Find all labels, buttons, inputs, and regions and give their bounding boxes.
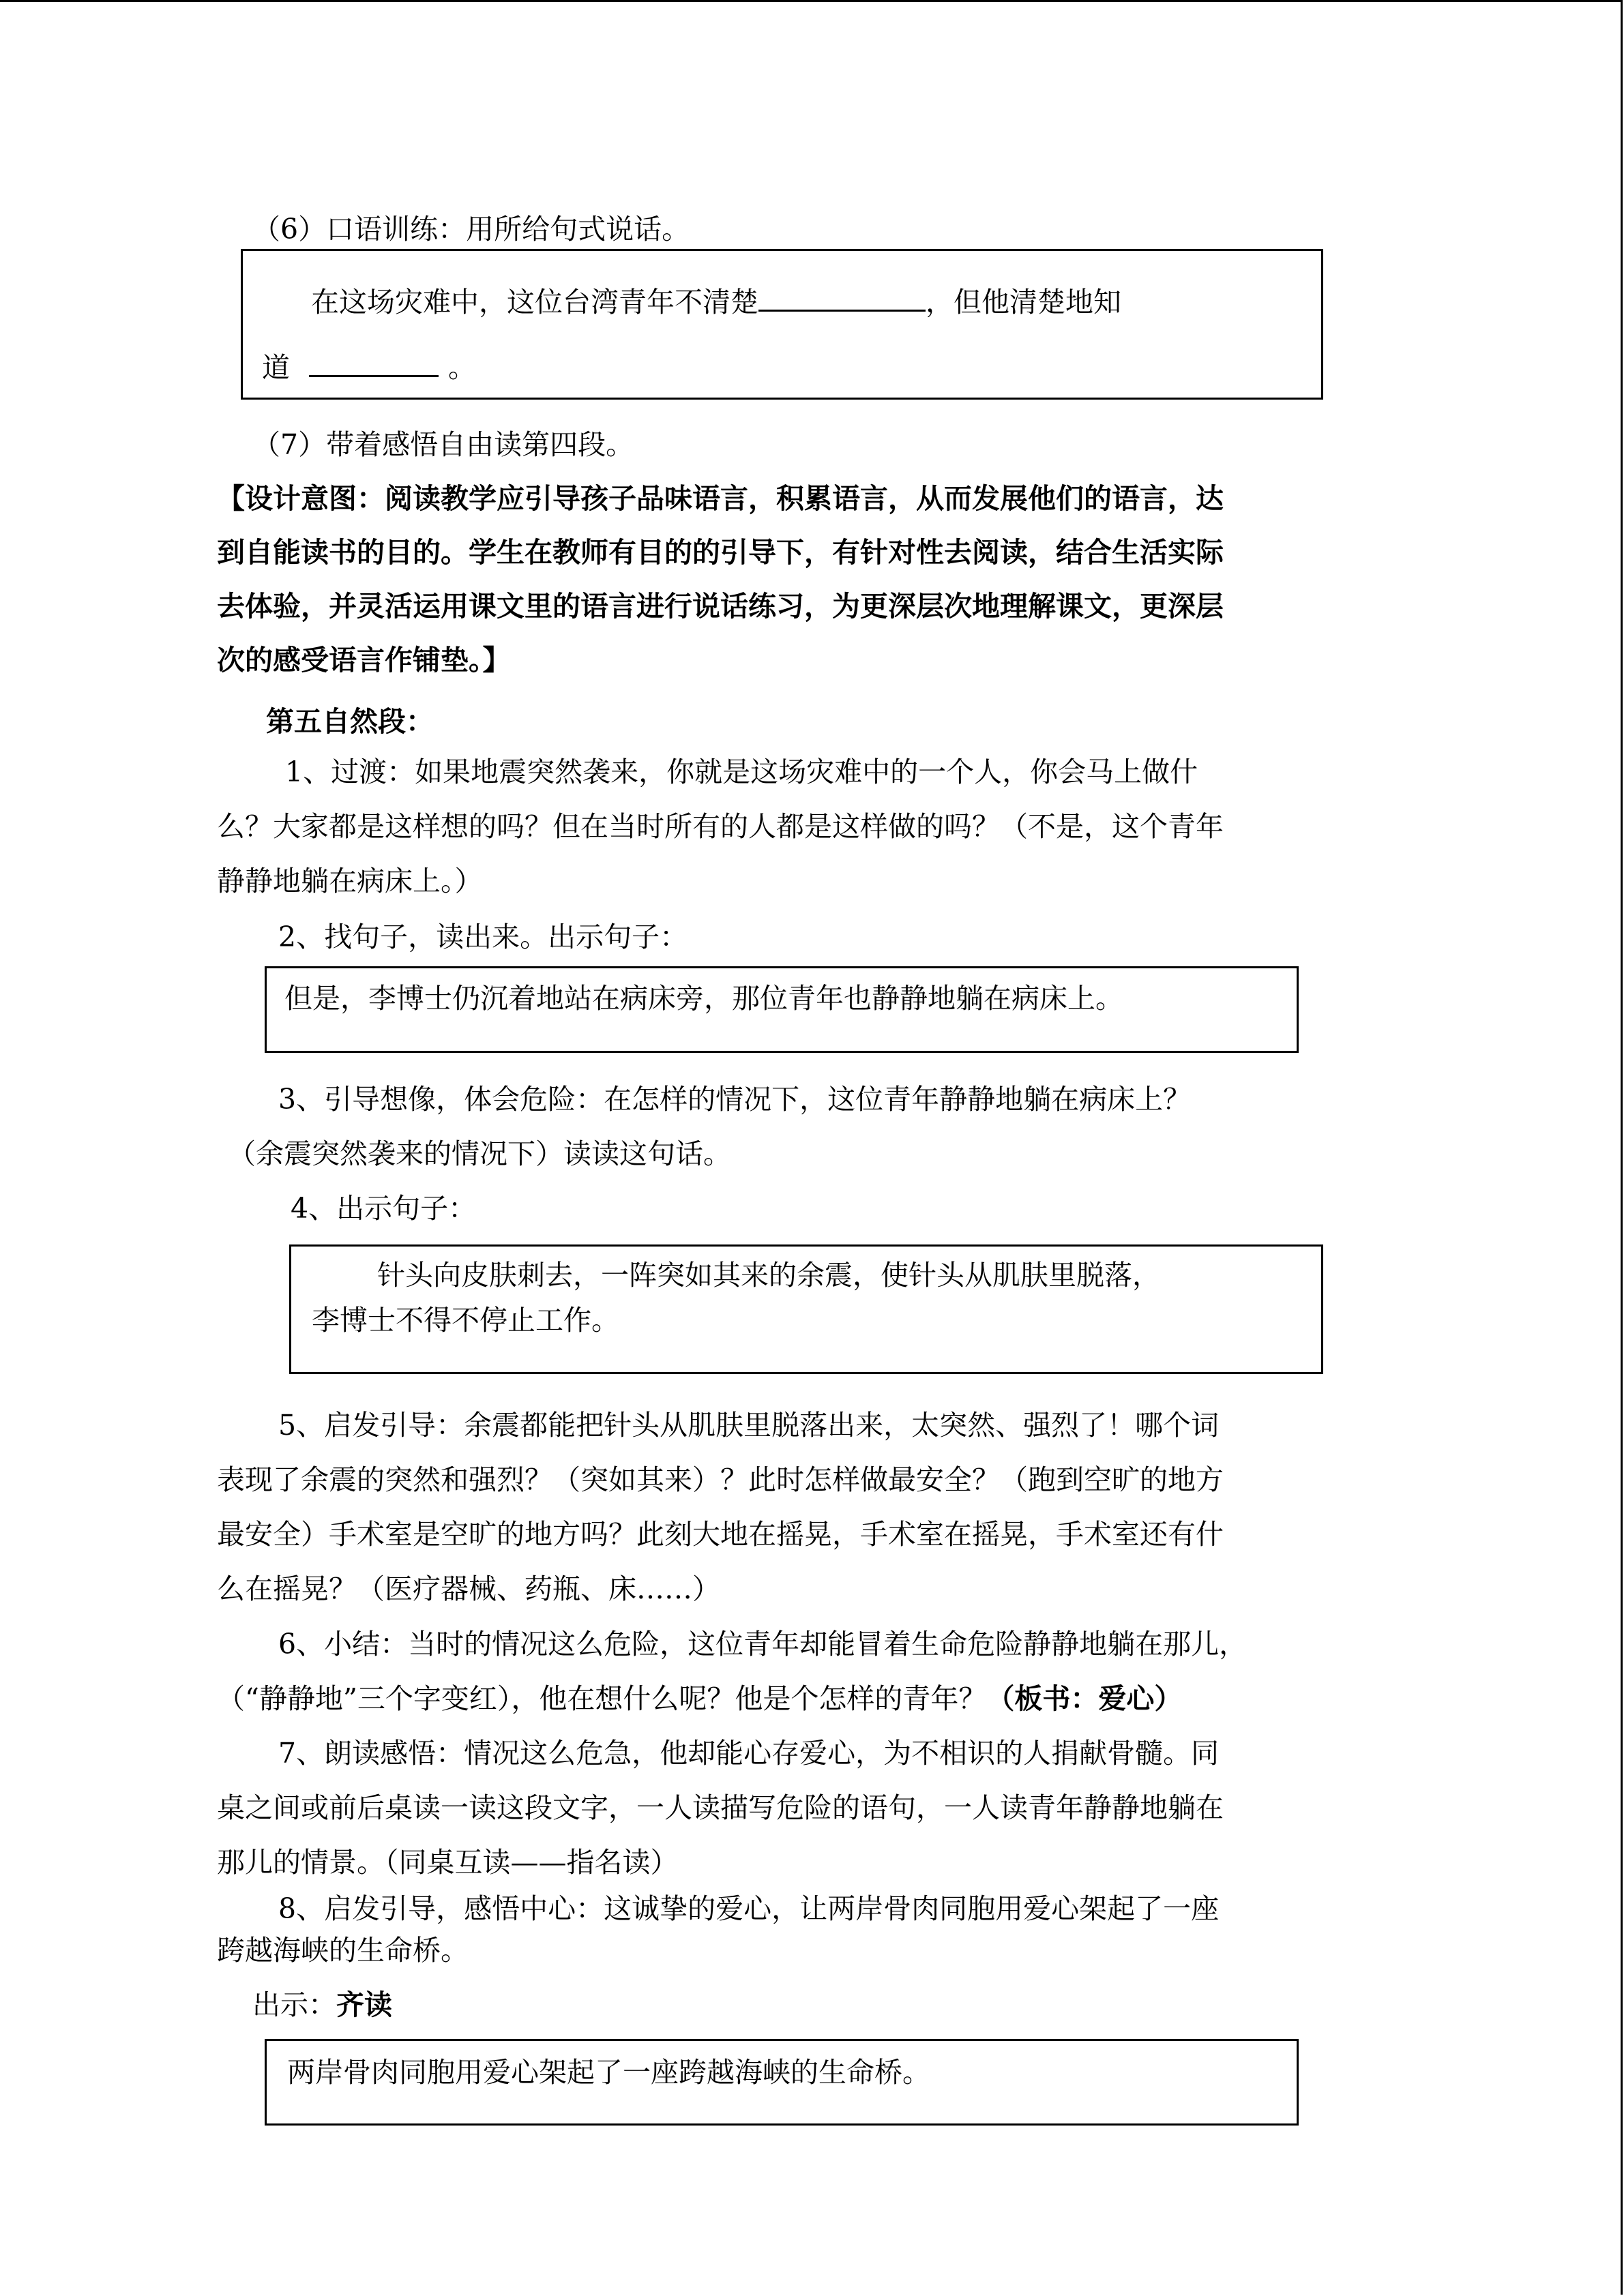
item5-line3: 最安全）手术室是空旷的地方吗？此刻大地在摇晃，手术室在摇晃，手术室还有什: [217, 1518, 1224, 1551]
item1-line1: 1、过渡：如果地震突然袭来，你就是这场灾难中的一个人，你会马上做什: [285, 756, 1198, 788]
design-line-3: 去体验，并灵活运用课文里的语言进行说话练习，为更深层次地理解课文，更深层: [217, 590, 1224, 623]
item5-line4: 么在摇晃？（医疗器械、药瓶、床……）: [217, 1572, 720, 1605]
s6-heading: （6）口语训练：用所给句式说话。: [252, 213, 690, 245]
s7-heading: （7）带着感悟自由读第四段。: [252, 428, 634, 461]
item7-line2: 桌之间或前后桌读一读这段文字，一人读描写危险的语句，一人读青年静静地躺在: [217, 1791, 1224, 1824]
item1-line2: 么？大家都是这样想的吗？但在当时所有的人都是这样做的吗？（不是，这个青年: [217, 810, 1224, 843]
item5-line2: 表现了余震的突然和强烈？（突如其来）？此时怎样做最安全？（跑到空旷的地方: [217, 1463, 1224, 1496]
design-line-1: 【设计意图：阅读教学应引导孩子品味语言，积累语言，从而发展他们的语言，达: [217, 482, 1224, 515]
sentence-box-3: [265, 2039, 1299, 2126]
item8-line2: 跨越海峡的生命桥。: [217, 1934, 469, 1967]
sentence-box-2-line2: 李博士不得不停止工作。: [312, 1304, 619, 1337]
sentence-box-1-text: 但是，李博士仍沉着地站在病床旁，那位青年也静静地躺在病床上。: [284, 982, 1123, 1015]
para5-heading: 第五自然段：: [266, 705, 434, 738]
box-part2: ，但他清楚地知: [926, 286, 1121, 318]
sentence-box-1: [265, 966, 1299, 1053]
item4: 4、出示句子：: [291, 1192, 477, 1225]
item6-line2-text: （“静静地”三个字变红），他在想什么呢？他是个怎样的青年？: [217, 1682, 987, 1715]
show-line: [252, 1988, 392, 2021]
item7-line3: 那儿的情景。（同桌互读——指名读）: [217, 1846, 679, 1879]
item7-line1: 7、朗读感悟：情况这么危急，他却能心存爱心，为不相识的人捐献骨髓。同: [278, 1737, 1220, 1770]
item8-line1: 8、启发引导，感悟中心：这诚挚的爱心，让两岸骨肉同胞用爱心架起了一座: [278, 1892, 1220, 1925]
speaking-practice-box: [241, 249, 1323, 400]
item6-line1: 6、小结：当时的情况这么危险，这位青年却能冒着生命危险静静地躺在那儿，: [278, 1628, 1247, 1660]
box-sentence-line1: [311, 288, 1121, 316]
box-part4: 。: [448, 351, 476, 384]
blank-2: [309, 372, 439, 377]
box-part1: 在这场灾难中，这位台湾青年不清楚: [311, 286, 758, 318]
design-line-4: 次的感受语言作铺垫。】: [217, 644, 511, 676]
item5-line1: 5、启发引导：余震都能把针头从肌肤里脱落出来，太突然、强烈了！哪个词: [278, 1409, 1220, 1442]
item1-line3: 静静地躺在病床上。）: [217, 865, 483, 897]
sentence-box-2: [289, 1244, 1323, 1374]
sentence-box-3-text: 两岸骨肉同胞用爱心架起了一座跨越海峡的生命桥。: [287, 2056, 930, 2089]
box-part3: 道: [262, 351, 290, 384]
item6-line2: [217, 1682, 1183, 1715]
item2: 2、找句子，读出来。出示句子：: [278, 921, 688, 953]
item3-line2: （余震突然袭来的情况下）读读这句话。: [228, 1137, 731, 1170]
blank-1: [758, 307, 926, 312]
board-note: （板书：爱心）: [986, 1682, 1183, 1715]
show-instruction: 齐读: [336, 1988, 392, 2021]
item3-line1: 3、引导想像，体会危险：在怎样的情况下，这位青年静静地躺在病床上？: [278, 1083, 1192, 1116]
design-line-2: 到自能读书的目的。学生在教师有目的的引导下，有针对性去阅读，结合生活实际: [217, 536, 1224, 569]
box-sentence-line2: [262, 351, 476, 384]
sentence-box-2-line1: 针头向皮肤刺去，一阵突如其来的余震，使针头从肌肤里脱落，: [377, 1259, 1160, 1292]
show-label: 出示：: [252, 1988, 336, 2021]
